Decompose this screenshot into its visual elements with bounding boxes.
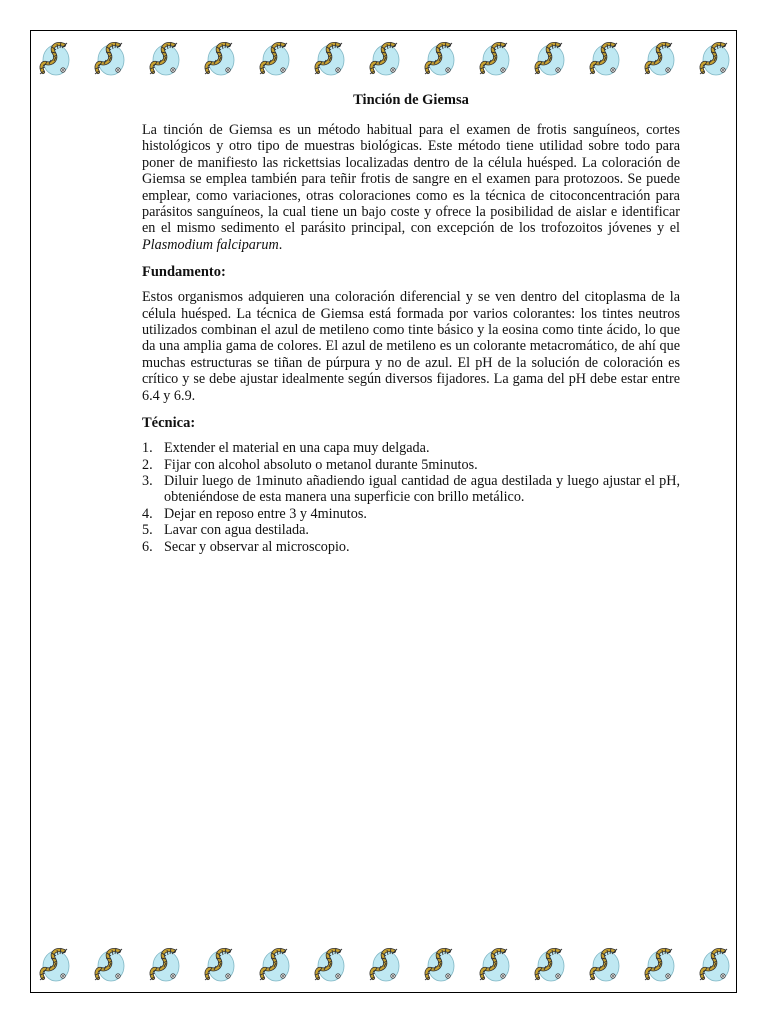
parasite-motif-icon: [34, 945, 74, 985]
step-text: Extender el material en una capa muy delgada.: [164, 440, 430, 457]
list-item: [142, 457, 680, 473]
step-number: 4.: [142, 505, 153, 522]
parasite-motif-icon: [364, 945, 404, 985]
parasite-motif-icon: [144, 945, 184, 985]
list-item: [142, 539, 680, 555]
step-number: 3.: [142, 472, 153, 489]
top-decorative-border: [34, 38, 734, 80]
parasite-motif-icon: [529, 945, 569, 985]
tecnica-heading: Técnica:: [142, 415, 196, 432]
step-number: 6.: [142, 538, 153, 555]
parasite-motif-icon: [309, 39, 349, 79]
step-text: Secar y observar al microscopio.: [164, 538, 350, 555]
parasite-motif-icon: [419, 39, 459, 79]
parasite-motif-icon: [694, 945, 734, 985]
parasite-motif-icon: [144, 39, 184, 79]
parasite-motif-icon: [584, 39, 624, 79]
document-title: Tinción de Giemsa: [353, 92, 469, 108]
intro-paragraph: [142, 122, 680, 253]
list-item: [142, 506, 680, 522]
parasite-motif-icon: [639, 39, 679, 79]
parasite-motif-icon: [419, 945, 459, 985]
step-text: Dejar en reposo entre 3 y 4minutos.: [164, 505, 367, 522]
parasite-motif-icon: [474, 39, 514, 79]
tecnica-steps-list: [142, 440, 680, 555]
parasite-motif-icon: [199, 39, 239, 79]
step-number: 2.: [142, 456, 153, 473]
parasite-motif-icon: [254, 945, 294, 985]
fundamento-paragraph: Estos organismos adquieren una coloración diferencial y se ven dentro del citoplasma de la célula huésped. La técnica de Giemsa está formada por varios colorantes: los tintes neutros utilizados combinan el azul de metileno como tinte básico y la eosina como tinte ácido, lo que da una amplia gama de colores. El azul de metileno es un colorante metacromático, de ahí que muchas estructuras se tiñan de púrpura y no de azul. El pH de la solución de coloración es crítico y se debe ajustar idealmente según diversos fijadores. La gama del pH debe estar entre 6.4 y 6.9.: [142, 289, 680, 404]
intro-period: .: [278, 236, 283, 253]
parasite-motif-icon: [639, 945, 679, 985]
intro-text: La tinción de Giemsa es un método habitual para el examen de frotis sanguíneos, cortes histológicos y otro tipo de muestras biológicas. Este método tiene utilidad sobre todo para poner de manifiesto las rickettsias localizadas dentro de la célula huésped. La coloración de Giemsa se emplea también para teñir frotis de sangre en el examen para protozoos. Se puede emplear, como variaciones, otras coloraciones como es la técnica de citoconcentración para parásitos sanguíneos, la cual tiene un bajo coste y ofrece la posibilidad de aislar e identificar en el mismo sedimento el parásito principal, con excepción de los trofozoitos jóvenes y el: [142, 122, 680, 237]
step-text: Diluir luego de 1minuto añadiendo igual cantidad de agua destilada y luego ajustar el pH, obteniéndose de esta manera una superficie con brillo metálico.: [164, 472, 680, 506]
parasite-motif-icon: [694, 39, 734, 79]
list-item: [142, 522, 680, 538]
parasite-motif-icon: [584, 945, 624, 985]
step-text: Fijar con alcohol absoluto o metanol durante 5minutos.: [164, 456, 478, 473]
parasite-motif-icon: [474, 945, 514, 985]
step-number: 1.: [142, 440, 153, 457]
step-text: Lavar con agua destilada.: [164, 522, 309, 539]
parasite-motif-icon: [254, 39, 294, 79]
parasite-motif-icon: [89, 39, 129, 79]
fundamento-heading: Fundamento:: [142, 264, 226, 281]
document-body: [142, 90, 680, 555]
bottom-decorative-border: [34, 944, 734, 986]
parasite-motif-icon: [34, 39, 74, 79]
list-item: [142, 473, 680, 506]
parasite-motif-icon: [529, 39, 569, 79]
parasite-motif-icon: [89, 945, 129, 985]
list-item: [142, 440, 680, 456]
parasite-motif-icon: [309, 945, 349, 985]
step-number: 5.: [142, 522, 153, 539]
intro-italic-term: Plasmodium falciparum: [142, 236, 279, 253]
parasite-motif-icon: [364, 39, 404, 79]
parasite-motif-icon: [199, 945, 239, 985]
